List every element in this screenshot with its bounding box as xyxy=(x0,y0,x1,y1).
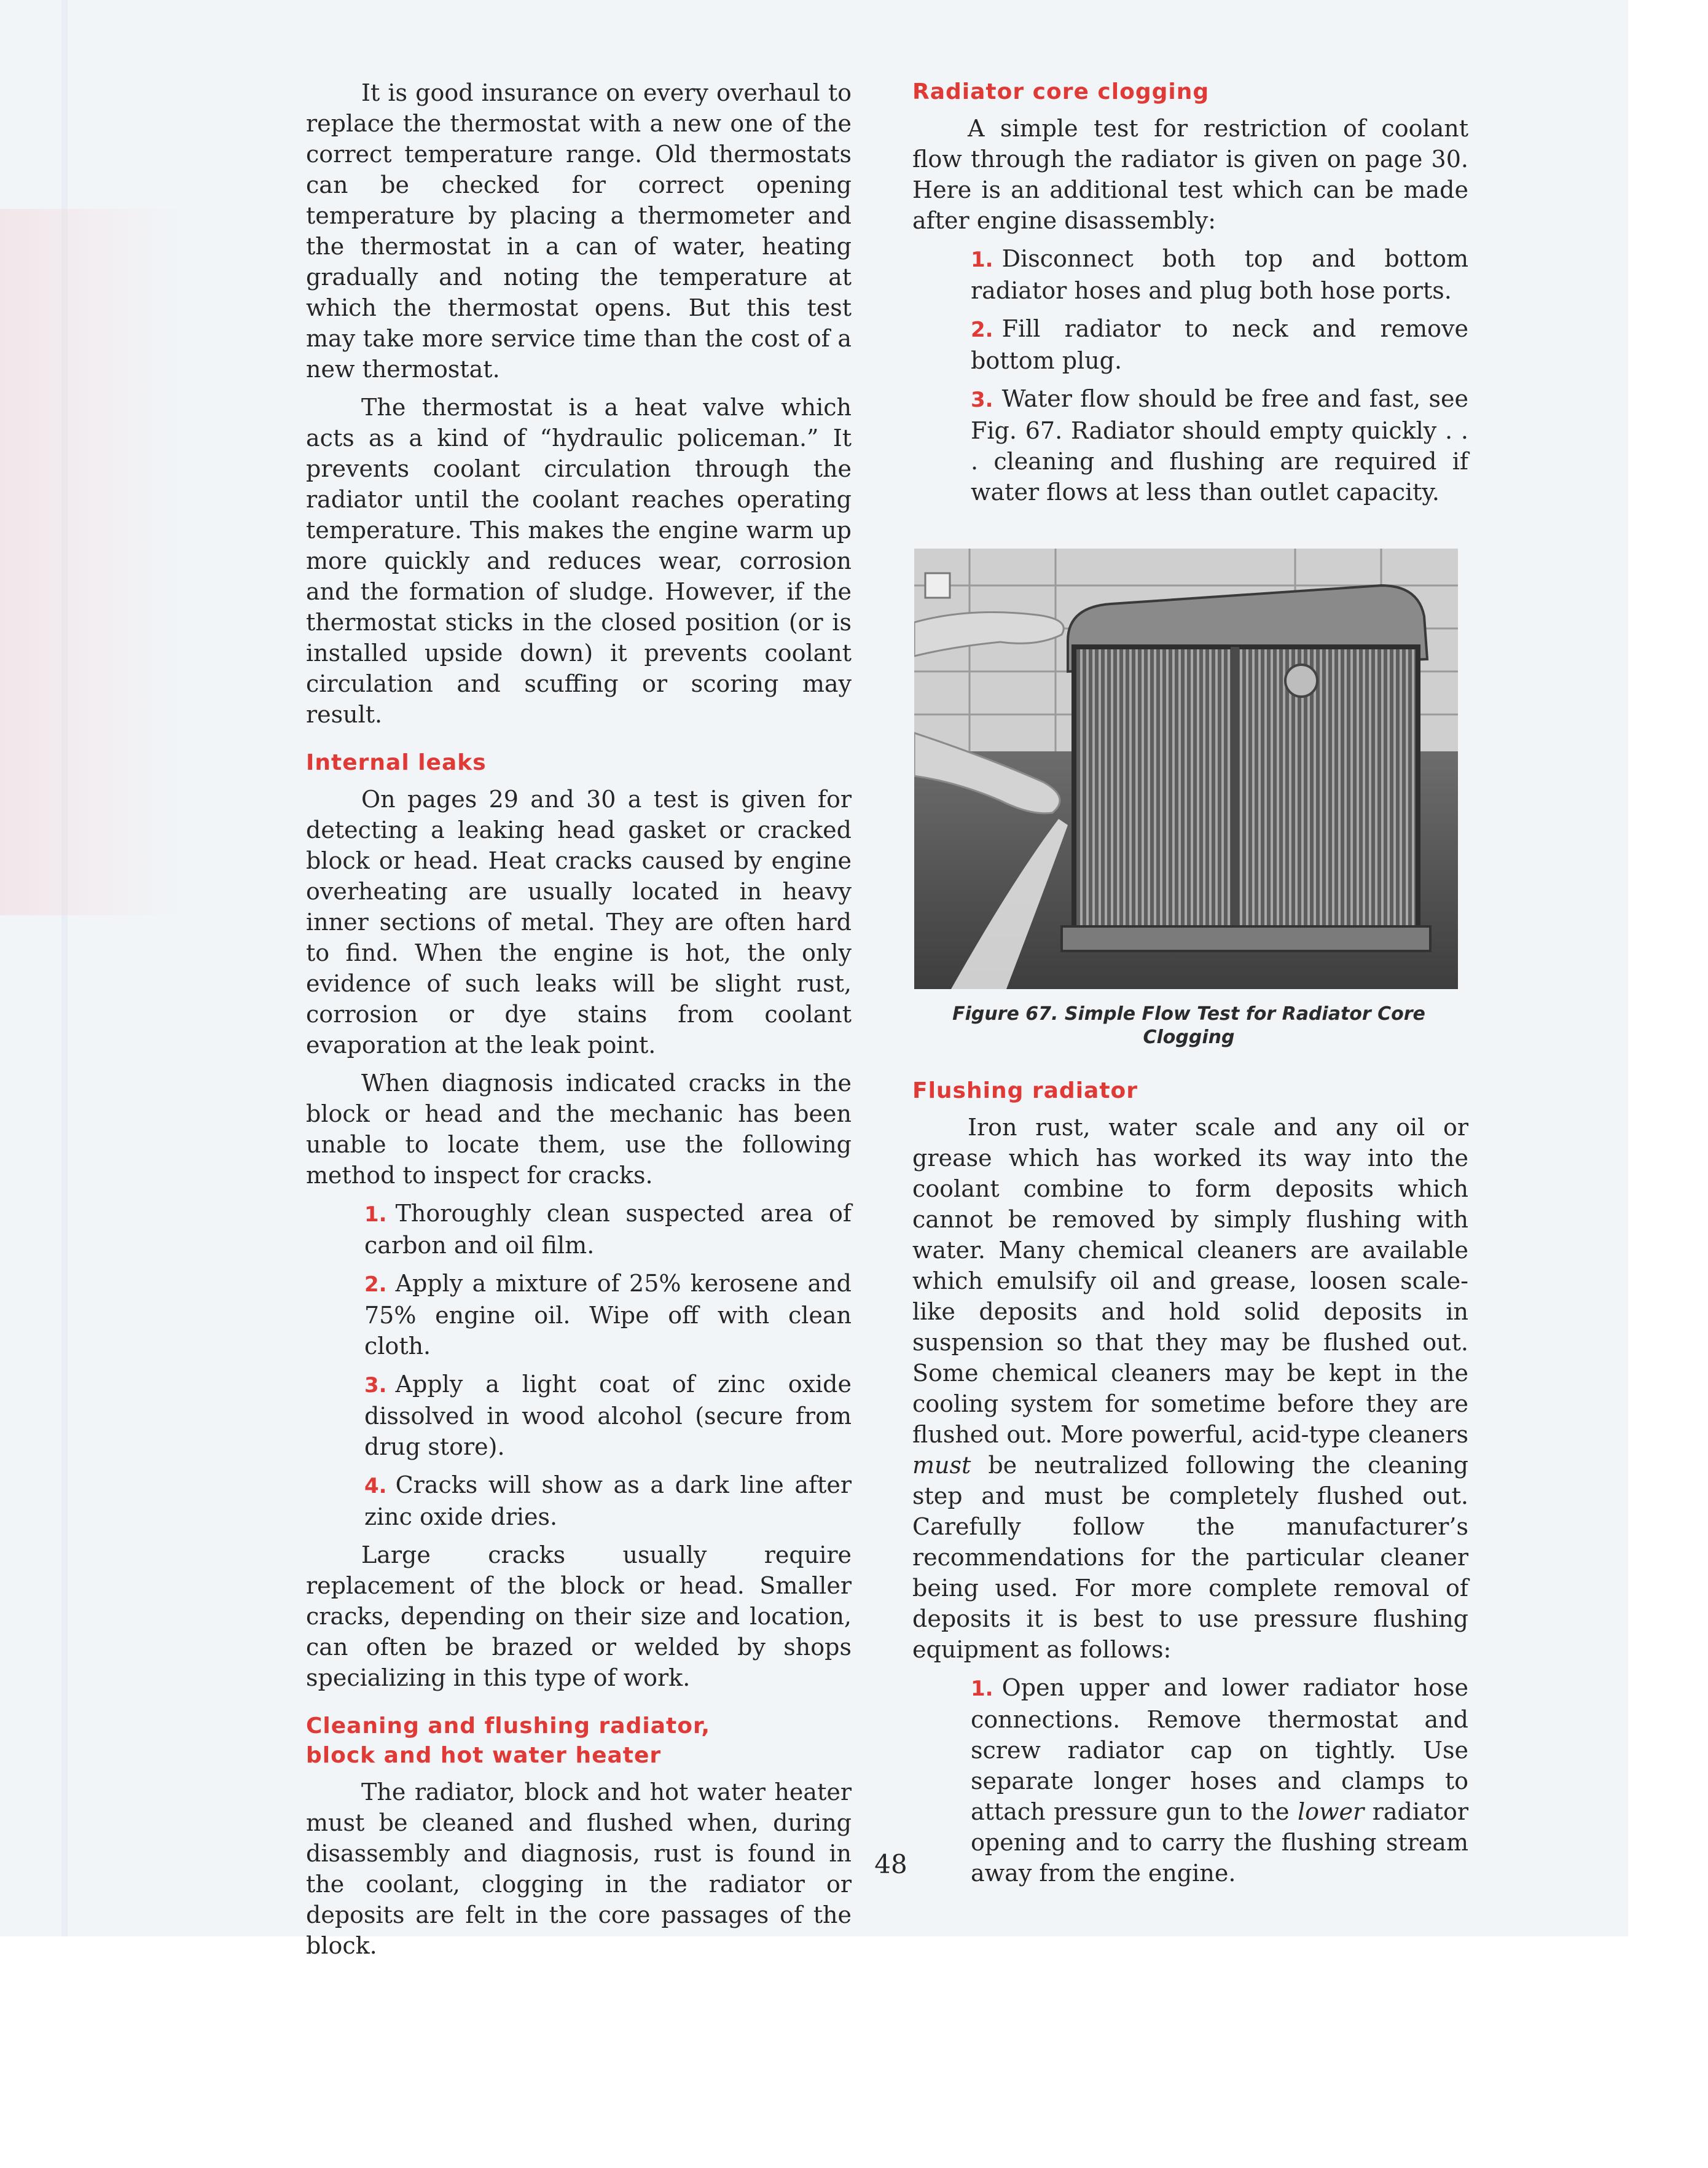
flush-step-1: 1. Open upper and lower radiator hose connections. Remove thermostat and screw radiator cap on tightly. Use separate longer hoses and clamps to attach pressure gun to the lower radiator opening and to carry the flushing stream away from the engine. xyxy=(971,1674,1468,1887)
figure-67-caption: Figure 67. Simple Flow Test for Radiator Core Clogging xyxy=(952,1003,1425,1048)
heading-internal-leaks: Internal leaks xyxy=(306,750,487,775)
page-number: 48 xyxy=(874,1849,907,1879)
clog-step-3: 3. Water flow should be free and fast, see Fig. 67. Radiator should empty quickly . . . cleaning and flushing are required if water flows at less than outlet capacity. xyxy=(971,385,1468,506)
crack-step-2: 2. Apply a mixture of 25% kerosene and 75% engine oil. Wipe off with clean cloth. xyxy=(364,1270,852,1360)
heading-cleaning-flushing: Cleaning and flushing radiator, block and hot water heater xyxy=(306,1713,711,1768)
clog-step-2: 2. Fill radiator to neck and remove bottom plug. xyxy=(971,315,1468,374)
crack-step-4: 4. Cracks will show as a dark line after zinc oxide dries. xyxy=(364,1471,852,1530)
thermostat-paragraph-1: It is good insurance on every overhaul to replace the thermostat with a new one of the correct temperature range. Old thermostats can be checked for correct opening temperature by placing a thermometer and the thermostat in a can of water, heating gradually and noting the temperature at which the thermostat opens. But this test may take more service time than the cost of a new thermostat. xyxy=(306,79,852,383)
radiator-flow-test-photo xyxy=(914,549,1458,989)
crack-diagnosis-paragraph: When diagnosis indicated cracks in the block or head and the mechanic has been unable to locate them, use the following method to inspect for cracks. xyxy=(306,1070,852,1189)
thermostat-paragraph-2: The thermostat is a heat valve which acts as a kind of “hydraulic policeman.” It prevents coolant circulation through the radiator until the coolant reaches operating temperature. This makes the engine warm up more quickly and reduces wear, corrosion and the formation of sludge. However, if the thermostat sticks in the closed position (or is installed upside down) it prevents coolant circulation and scuffing or scoring may result. xyxy=(306,394,852,728)
large-cracks-paragraph: Large cracks usually require replacement of the block or head. Smaller cracks, depending on their size and location, can often be brazed or welded by shops specializing in this type of work. xyxy=(306,1541,852,1691)
core-clogging-paragraph: A simple test for restriction of coolant flow through the radiator is given on page 30. Here is an additional test which can be made after engine disassembly: xyxy=(912,115,1468,234)
cleaning-paragraph: The radiator, block and hot water heater must be cleaned and flushed when, during disassembly and diagnosis, rust is found in the coolant, clogging in the radiator or deposits are felt in the core passages of the block. xyxy=(306,1779,852,1959)
internal-leaks-paragraph: On pages 29 and 30 a test is given for detecting a leaking head gasket or cracked block or head. Heat cracks caused by engine overheating are usually located in heavy inner sections of metal. They are often hard to find. When the engine is hot, the only evidence of such leaks will be slight rust, corrosion or dye stains from coolant evaporation at the leak point. xyxy=(306,786,852,1059)
right-column-top xyxy=(912,77,1468,515)
crack-step-3: 3. Apply a light coat of zinc oxide dissolved in wood alcohol (secure from drug store). xyxy=(364,1371,852,1460)
heading-flushing-radiator: Flushing radiator xyxy=(912,1078,1138,1103)
heading-radiator-core-clogging: Radiator core clogging xyxy=(912,79,1210,104)
crack-step-1: 1. Thoroughly clean suspected area of carbon and oil film. xyxy=(364,1200,852,1259)
paper-tint xyxy=(0,209,184,915)
flushing-paragraph: Iron rust, water scale and any oil or grease which has worked its way into the coolant combine to form deposits which cannot be removed by simply flushing with water. Many chemical cleaners are available which emulsify oil and grease, loosen scale-like deposits and hold solid deposits in suspension so that they may be flushed out. Some chemical cleaners may be kept in the cooling system for sometime before they are flushed out. More powerful, acid-type cleaners must be neutralized following the cleaning step and must be completely flushed out. Carefully follow the manufacturer’s recommendations for the particular cleaner being used. For more complete removal of deposits it is best to use pressure flushing equipment as follows: xyxy=(912,1114,1468,1663)
left-column xyxy=(306,77,852,1968)
clog-step-1: 1. Disconnect both top and bottom radiator hoses and plug both hose ports. xyxy=(971,245,1468,304)
right-column-bottom xyxy=(912,1076,1468,1896)
